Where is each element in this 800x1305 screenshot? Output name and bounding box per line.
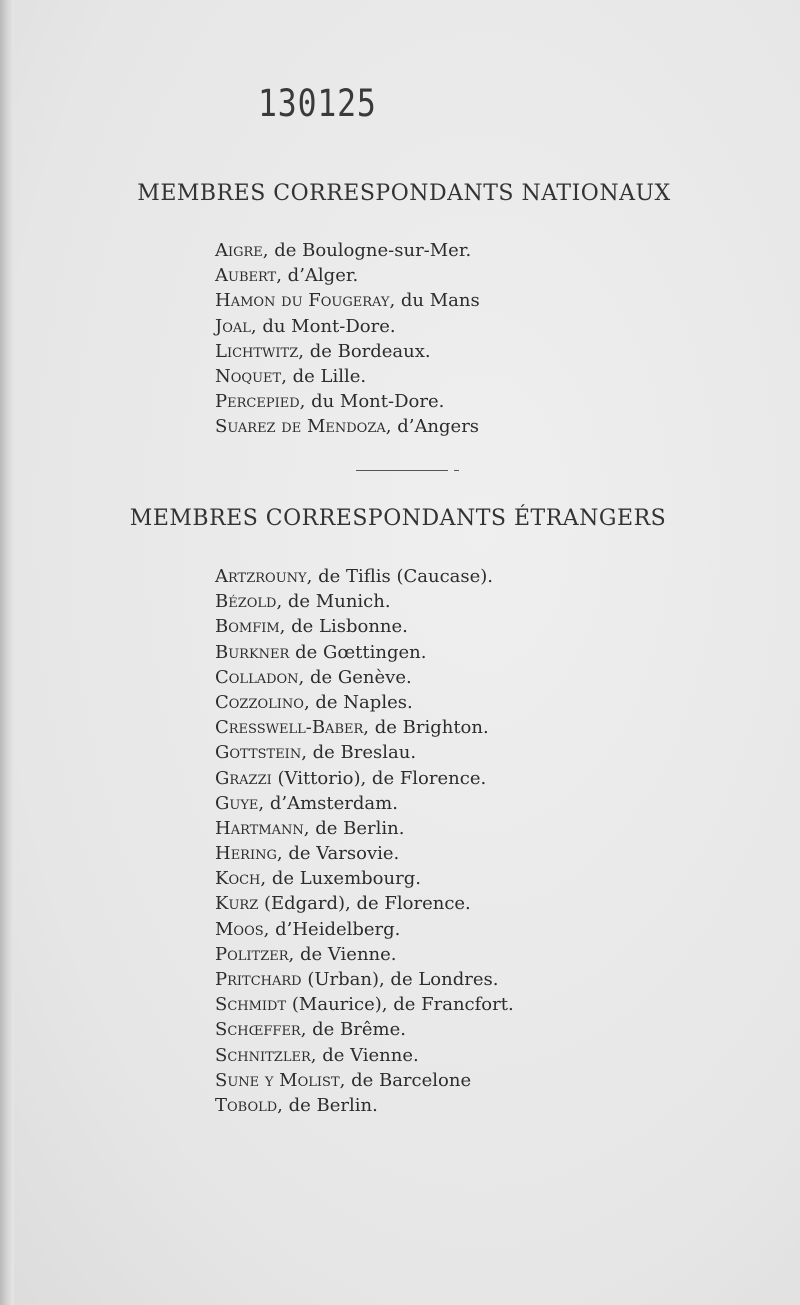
member-name: Schmidt <box>215 994 287 1016</box>
member-place: , d’Heidelberg. <box>263 918 401 940</box>
member-place: , de Genève. <box>298 666 412 688</box>
member-place: , de Berlin. <box>277 1094 378 1116</box>
member-entry <box>215 288 480 313</box>
member-name: Joal <box>215 315 251 337</box>
member-name: Pritchard <box>215 969 302 990</box>
member-entry <box>215 339 480 364</box>
member-entry <box>215 640 514 665</box>
member-entry <box>215 690 514 715</box>
member-name: Suarez de Mendoza <box>215 416 386 438</box>
member-name: Hartmann <box>215 817 304 839</box>
member-place: , d’Amsterdam. <box>258 792 398 814</box>
member-entry <box>215 740 514 765</box>
member-entry <box>215 614 514 639</box>
member-entry <box>215 665 514 690</box>
member-place: , du Mans <box>389 290 480 312</box>
member-name: Percepied <box>215 391 300 413</box>
member-name: Guye <box>215 792 259 814</box>
member-place: , de Tiflis (Caucase). <box>306 566 494 587</box>
member-name: Burkner <box>215 641 290 663</box>
member-name: Hering <box>215 843 277 865</box>
member-name: Cresswell-Baber <box>215 717 364 739</box>
member-name: Moos <box>215 918 264 940</box>
member-place: , d’Angers <box>385 416 480 438</box>
member-entry <box>215 841 514 866</box>
member-place: de Gœttingen. <box>289 641 427 663</box>
member-place: , de Vienne. <box>288 943 397 965</box>
member-place: , de Lille. <box>281 365 367 387</box>
member-place: , d’Alger. <box>276 265 359 287</box>
member-name: Gottstein <box>215 742 302 764</box>
member-place: , du Mont-Dore. <box>299 391 445 413</box>
member-place: , de Brighton. <box>363 717 489 739</box>
member-place: , de Bordeaux. <box>298 340 431 362</box>
member-entry <box>215 314 480 339</box>
member-place: , de Varsovie. <box>276 843 400 865</box>
member-place: (Maurice), de Francfort. <box>286 994 514 1016</box>
member-name: Bézold <box>215 591 277 613</box>
member-entry <box>215 564 514 589</box>
member-place: , de Munich. <box>276 591 391 613</box>
member-name: Kurz <box>215 893 259 915</box>
member-entry <box>215 414 480 439</box>
member-place: , de Lisbonne. <box>279 616 408 638</box>
member-name: Cozzolino <box>215 691 304 713</box>
member-entry <box>215 1043 514 1068</box>
member-name: Colladon <box>215 666 299 688</box>
member-name: Aubert <box>215 265 277 287</box>
member-place: , du Mont-Dore. <box>250 315 396 337</box>
member-place: , de Barcelone <box>339 1069 472 1091</box>
member-name: Sune y Molist <box>215 1069 340 1091</box>
member-name: Bomfim <box>215 616 280 638</box>
member-entry <box>215 816 514 841</box>
member-name: Noquet <box>215 365 282 387</box>
member-name: Politzer <box>215 943 289 965</box>
members-list-etrangers <box>215 564 514 1118</box>
member-entry <box>215 967 514 992</box>
member-name: Artzrouny <box>215 566 307 587</box>
member-place: , de Luxembourg. <box>260 868 421 890</box>
member-entry <box>215 263 480 288</box>
member-place: , de Berlin. <box>303 817 405 839</box>
section-heading-nationaux: MEMBRES CORRESPONDANTS NATIONAUX <box>137 181 671 206</box>
section-divider-dash <box>454 470 459 471</box>
member-entry <box>215 791 514 816</box>
member-name: Hamon du Fougeray <box>215 290 390 312</box>
member-place: , de Naples. <box>303 691 413 713</box>
member-place: , de Breslau. <box>301 742 417 764</box>
member-entry <box>215 589 514 614</box>
member-place: (Vittorio), de Florence. <box>271 767 487 789</box>
member-place: , de Boulogne-sur-Mer. <box>262 240 472 261</box>
member-entry <box>215 364 480 389</box>
section-divider-rule <box>356 470 448 471</box>
member-name: Grazzi <box>215 767 272 789</box>
member-name: Schœffer <box>215 1019 301 1041</box>
member-entry <box>215 1093 514 1118</box>
member-entry <box>215 891 514 916</box>
section-heading-etrangers: MEMBRES CORRESPONDANTS ÉTRANGERS <box>129 506 667 531</box>
member-entry <box>215 942 514 967</box>
member-entry <box>215 389 480 414</box>
member-entry <box>215 1017 514 1042</box>
members-list-nationaux <box>215 238 480 440</box>
member-entry <box>215 766 514 791</box>
member-entry <box>215 992 514 1017</box>
member-place: , de Brême. <box>300 1019 406 1041</box>
member-place: , de Vienne. <box>310 1044 419 1066</box>
member-place: (Edgard), de Florence. <box>258 893 471 915</box>
member-entry <box>215 1068 514 1093</box>
member-entry <box>215 917 514 942</box>
inventory-stamp-number: 130125 <box>258 82 377 125</box>
member-name: Aigre <box>215 240 263 261</box>
member-entry <box>215 715 514 740</box>
member-name: Schnitzler <box>215 1044 311 1066</box>
member-name: Lichtwitz <box>215 340 299 362</box>
member-name: Tobold <box>215 1094 278 1116</box>
member-name: Koch <box>215 868 261 890</box>
member-place: (Urban), de Londres. <box>301 969 499 990</box>
member-entry <box>215 866 514 891</box>
member-entry <box>215 238 480 263</box>
